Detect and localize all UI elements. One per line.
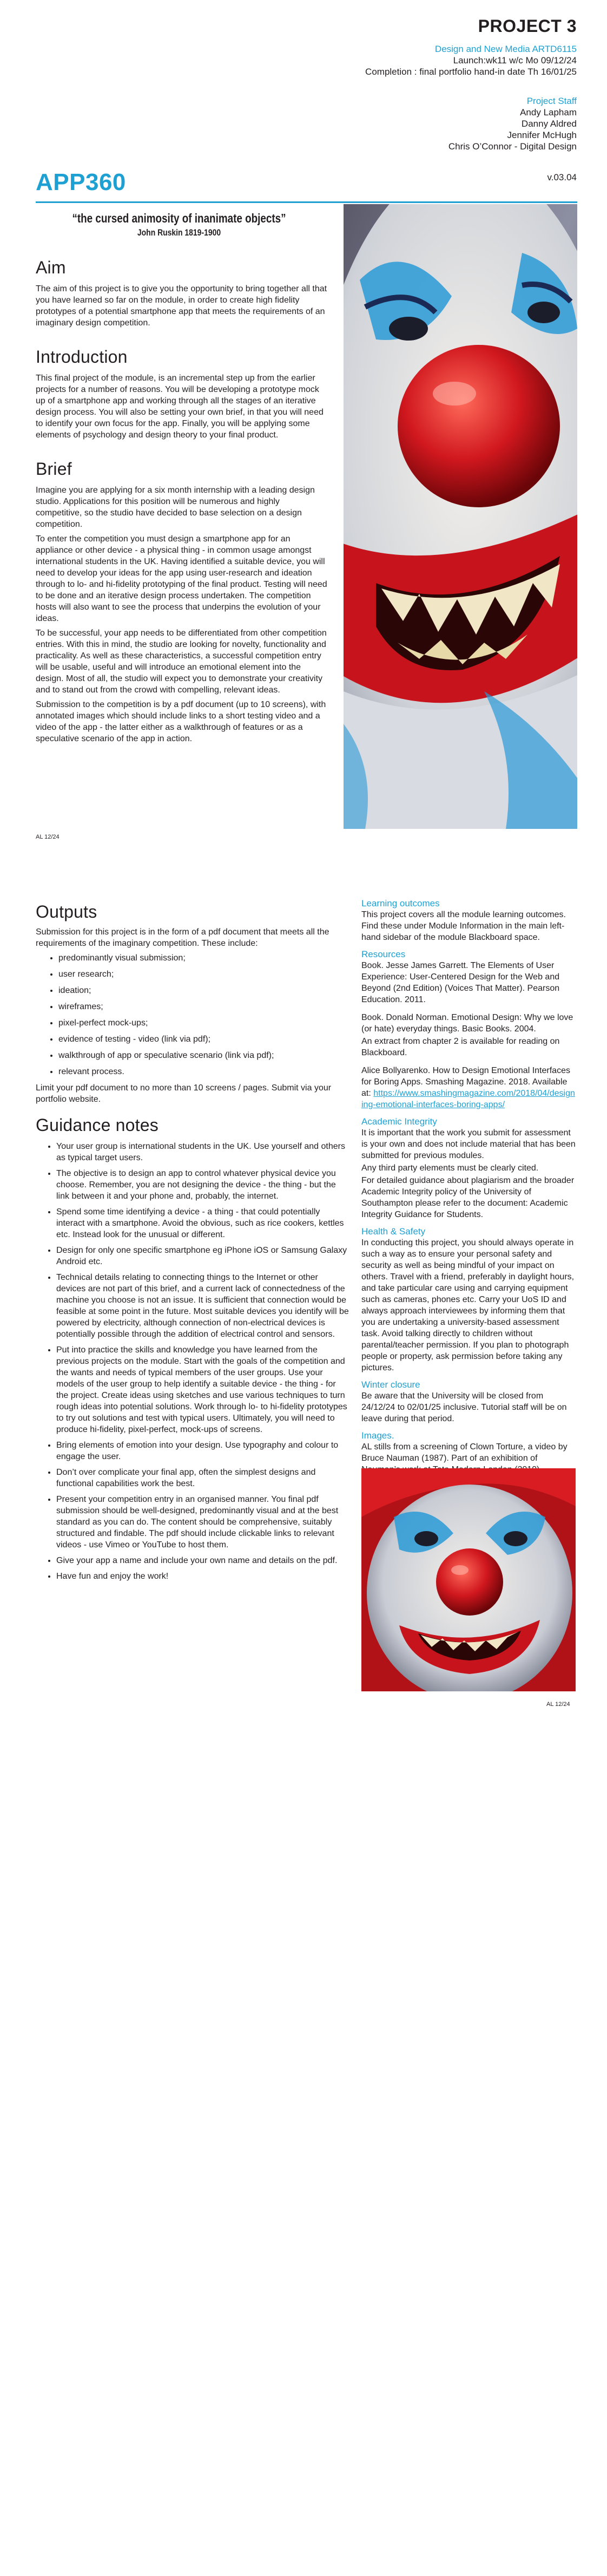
list-item: • Design for only one specific smartphone eg iPhone iOS or Samsung Galaxy Android etc. — [56, 1245, 349, 1267]
brief-heading: Brief — [36, 459, 72, 479]
guidance-list — [36, 1141, 349, 1582]
clown-photo-small — [361, 1468, 576, 1691]
staff-member: Danny Aldred — [521, 119, 577, 129]
health-safety-text: In conducting this project, you should always operate in such a way as to ensure your personal safety and security as well as being mindful of your impact on others. Travel with a friend, preferably in daylight hours, and take particular care using and carrying equipment such as cameras, phones etc. Carry your UoS ID and always approach interviewees by informing them that you are undertaking a university-based assessment task. Avoid talking directly to children without parental/teacher permission. If you plan to photograph people or property, ask permission before taking any pictures. — [361, 1238, 575, 1372]
winter-closure-heading: Winter closure — [361, 1379, 420, 1390]
info-sidebar — [361, 899, 577, 1482]
project-staff — [448, 95, 577, 152]
images-credit-text: AL stills from a screening of Clown Torture, a video by Bruce Nauman (1987). Part of an exhibition of — [361, 1442, 568, 1463]
learning-outcomes-text: This project covers all the module learning outcomes. Find these under Module Information in the main left-hand sidebar of the module Blackboard space. — [361, 910, 566, 942]
academic-integrity-text: Any third party elements must be clearly cited. — [361, 1163, 539, 1173]
course-title: Design and New Media ARTD6115 — [434, 44, 577, 54]
list-item: • wireframes; — [58, 1001, 349, 1012]
list-item: • Technical details relating to connecting things to the Internet or other devices are not part of this brief, and a current lack of connectedness of the machine you choose is not an issue. It is sufficient that connection would be feasible at some point in the future. Most suitable devices you identify will be powered by electricity, although connection of non-electrical devices is potentially possible through the addition of electrical control and sensors. — [56, 1272, 349, 1340]
guidance-section — [36, 1115, 349, 1586]
staff-member: Jennifer McHugh — [507, 130, 577, 140]
list-item: • Spend some time identifying a device - a thing - that could potentially interact with a smartphone. Avoid the obvious, such as rice cookers, kettles etc. Instead look for the unusual or different. — [56, 1206, 349, 1240]
list-item: • Your user group is international students in the UK. Use yourself and others as typical target users. — [56, 1141, 349, 1163]
aim-heading: Aim — [36, 258, 66, 277]
winter-closure-text: Be aware that the University will be closed from 24/12/24 to 02/01/25 inclusive. Tutorial staff will be on leave during that period. — [361, 1391, 567, 1423]
list-item: • Present your competition entry in an organised manner. You final pdf submission should be well-designed, predominantly visual and at the best standard as you can do. The content should be comprehensive, suitably structured and findable. The pdf should include clickable links to relevant videos - use Vimeo or YouTube to host them. — [56, 1494, 349, 1551]
outputs-section — [36, 902, 349, 1108]
resource-item: An extract from chapter 2 is available for reading on Blackboard. — [361, 1037, 560, 1057]
images-heading: Images. — [361, 1430, 394, 1441]
list-item: • Have fun and enjoy the work! — [56, 1571, 349, 1582]
quote-author: John Ruskin 1819-1900 — [137, 227, 221, 238]
clown-photo-large — [344, 204, 577, 829]
resource-item: Alice Bollyarenko. How to Design Emotional Interfaces for Boring Apps. Smashing Magazine. 2018. Available at: — [361, 1066, 570, 1098]
brief-paragraph: To enter the competition you must design a smartphone app for an appliance or other device - a physical thing - in common usage amongst international students in the UK. Having identified a suitable device, you will need to develop your ideas for the app using user-research and ideation through to lo- and hi-fidelity prototyping of the final product. Testing will need to be done and an iterative design process undertaken. The competition hosts will also want to see the process that underpins the evolution of your ideas. — [36, 534, 327, 623]
list-item: • Bring elements of emotion into your design. Use typography and colour to engage the user. — [56, 1440, 349, 1462]
brief-paragraph: Imagine you are applying for a six month internship with a leading design studio. Applications for this position will be numerous and highly competitive, so the studio have decided to base selection on a design competition. — [36, 486, 315, 529]
aim-text: The aim of this project is to give you the opportunity to bring together all that you have learned so far on the module, in order to create high fidelity prototypes of a potential smartphone app that meets the requirements of an imaginary design competition. — [36, 284, 327, 328]
clown-illustration — [344, 204, 577, 829]
health-safety-heading: Health & Safety — [361, 1226, 426, 1237]
resources-heading: Resources — [361, 949, 406, 959]
list-item: • pixel-perfect mock-ups; — [58, 1017, 349, 1029]
brief-paragraph: Submission to the competition is by a pdf document (up to 10 screens), with annotated images which should include links to a short testing video and a video of the app - the latter either as a walkthrough of features or as a speculative scenario of the app in action. — [36, 700, 326, 743]
staff-member: Andy Lapham — [520, 107, 577, 117]
list-item: • evidence of testing - video (link via pdf); — [58, 1034, 349, 1045]
list-item: • The objective is to design an app to control whatever physical device you choose. Remember, you are not designing the device - the thing - but the link between it and your phone and, probably, the internet. — [56, 1168, 349, 1202]
list-item: • user research; — [58, 969, 349, 980]
brief-paragraph: To be successful, your app needs to be differentiated from other competition entries. With this in mind, the studio are looking for novelty, functionality and practicality. As well as these characteristics, a successful competition entry will be usable, useful and will introduce an emotional element into the design. Most of all, the studio will expect you to demonstrate your creativity and to stand out from the crowd with compelling, relevant ideas. — [36, 629, 327, 695]
staff-member: Chris O’Connor - Digital Design — [448, 141, 577, 152]
list-item: • predominantly visual submission; — [58, 952, 349, 964]
outputs-outro: Limit your pdf document to no more than 10 screens / pages. Submit via your portfolio website. — [36, 1083, 332, 1104]
list-item: • relevant process. — [58, 1066, 349, 1077]
guidance-heading: Guidance notes — [36, 1115, 159, 1135]
version-number: v.03.04 — [547, 172, 577, 182]
resource-item: Book. Jesse James Garrett. The Elements of User Experience: User-Centered Design for the Web and Beyond (2nd Edition) (Voices That Matter). Pearson Education. 2011. — [361, 961, 560, 1004]
outputs-list — [36, 952, 349, 1077]
list-item: • Put into practice the skills and knowledge you have learned from the previous projects on the module. Start with the goals of the competition and the wants and needs of typical members of the user groups. Use your models of the user group to help identify a suitable device - the thing - for the project. Create ideas using sketches and use various techniques to turn rough ideas into potential solutions. Work through lo- to hi-fidelity prototypes to try out solutions and test with typical users. Ultimately, you will need to produce hi-fidelity, pixel-perfect, mock-ups of screens. — [56, 1344, 349, 1435]
introduction-heading: Introduction — [36, 347, 128, 367]
list-item: • walkthrough of app or speculative scenario (link via pdf); — [58, 1050, 349, 1061]
academic-integrity-heading: Academic Integrity — [361, 1116, 437, 1127]
academic-integrity-text: For detailed guidance about plagiarism and the broader Academic Integrity policy of the University of Southampton please refer to the document: Academic Integrity Guidance for Students. — [361, 1176, 575, 1219]
list-item: • Give your app a name and include your own name and details on the pdf. — [56, 1555, 349, 1566]
module-code: APP360 — [36, 169, 126, 195]
outputs-heading: Outputs — [36, 902, 97, 921]
introduction-text: This final project of the module, is an incremental step up from the earlier projects for a number of reasons. You will be developing a prototype mock up of a smartphone app and working through all the stages of an iterative design process. You will also be setting your own brief, in that you will need to identify your own focus for the app. Finally, you will be applying some elements of psychology and design theory to your final product. — [36, 374, 324, 440]
resource-item: Book. Donald Norman. Emotional Design: Why we love (or hate) everyday things. Basic Books. 2004. — [361, 1013, 573, 1034]
clown-illustration — [361, 1468, 576, 1691]
quote-text: “the cursed animosity of inanimate objects” — [72, 211, 286, 225]
staff-heading: Project Staff — [526, 96, 577, 106]
page-footer-ref: AL 12/24 — [36, 834, 60, 840]
epigraph — [36, 211, 322, 238]
project-title: PROJECT 3 — [478, 16, 577, 36]
brief-column — [36, 258, 328, 748]
launch-date: Launch:wk11 w/c Mo 09/12/24 — [453, 55, 577, 66]
project-header-info — [365, 43, 577, 77]
list-item: • Don’t over complicate your final app, often the simplest designs and functional capabilities work the best. — [56, 1467, 349, 1489]
list-item: • ideation; — [58, 985, 349, 996]
academic-integrity-text: It is important that the work you submit for assessment is your own and does not include material that has been submitted for previous modules. — [361, 1128, 576, 1160]
page-footer-ref: AL 12/24 — [546, 1701, 570, 1708]
learning-outcomes-heading: Learning outcomes — [361, 898, 440, 908]
smashing-magazine-link[interactable]: https://www.smashingmagazine.com/2018/04/designing-emotional-interfaces-boring-apps/ — [361, 1089, 575, 1109]
header-divider — [36, 201, 577, 203]
completion-date: Completion : final portfolio hand-in date Th 16/01/25 — [365, 67, 577, 77]
outputs-intro: Submission for this project is in the form of a pdf document that meets all the requirements of the imaginary competition. These include: — [36, 927, 329, 948]
